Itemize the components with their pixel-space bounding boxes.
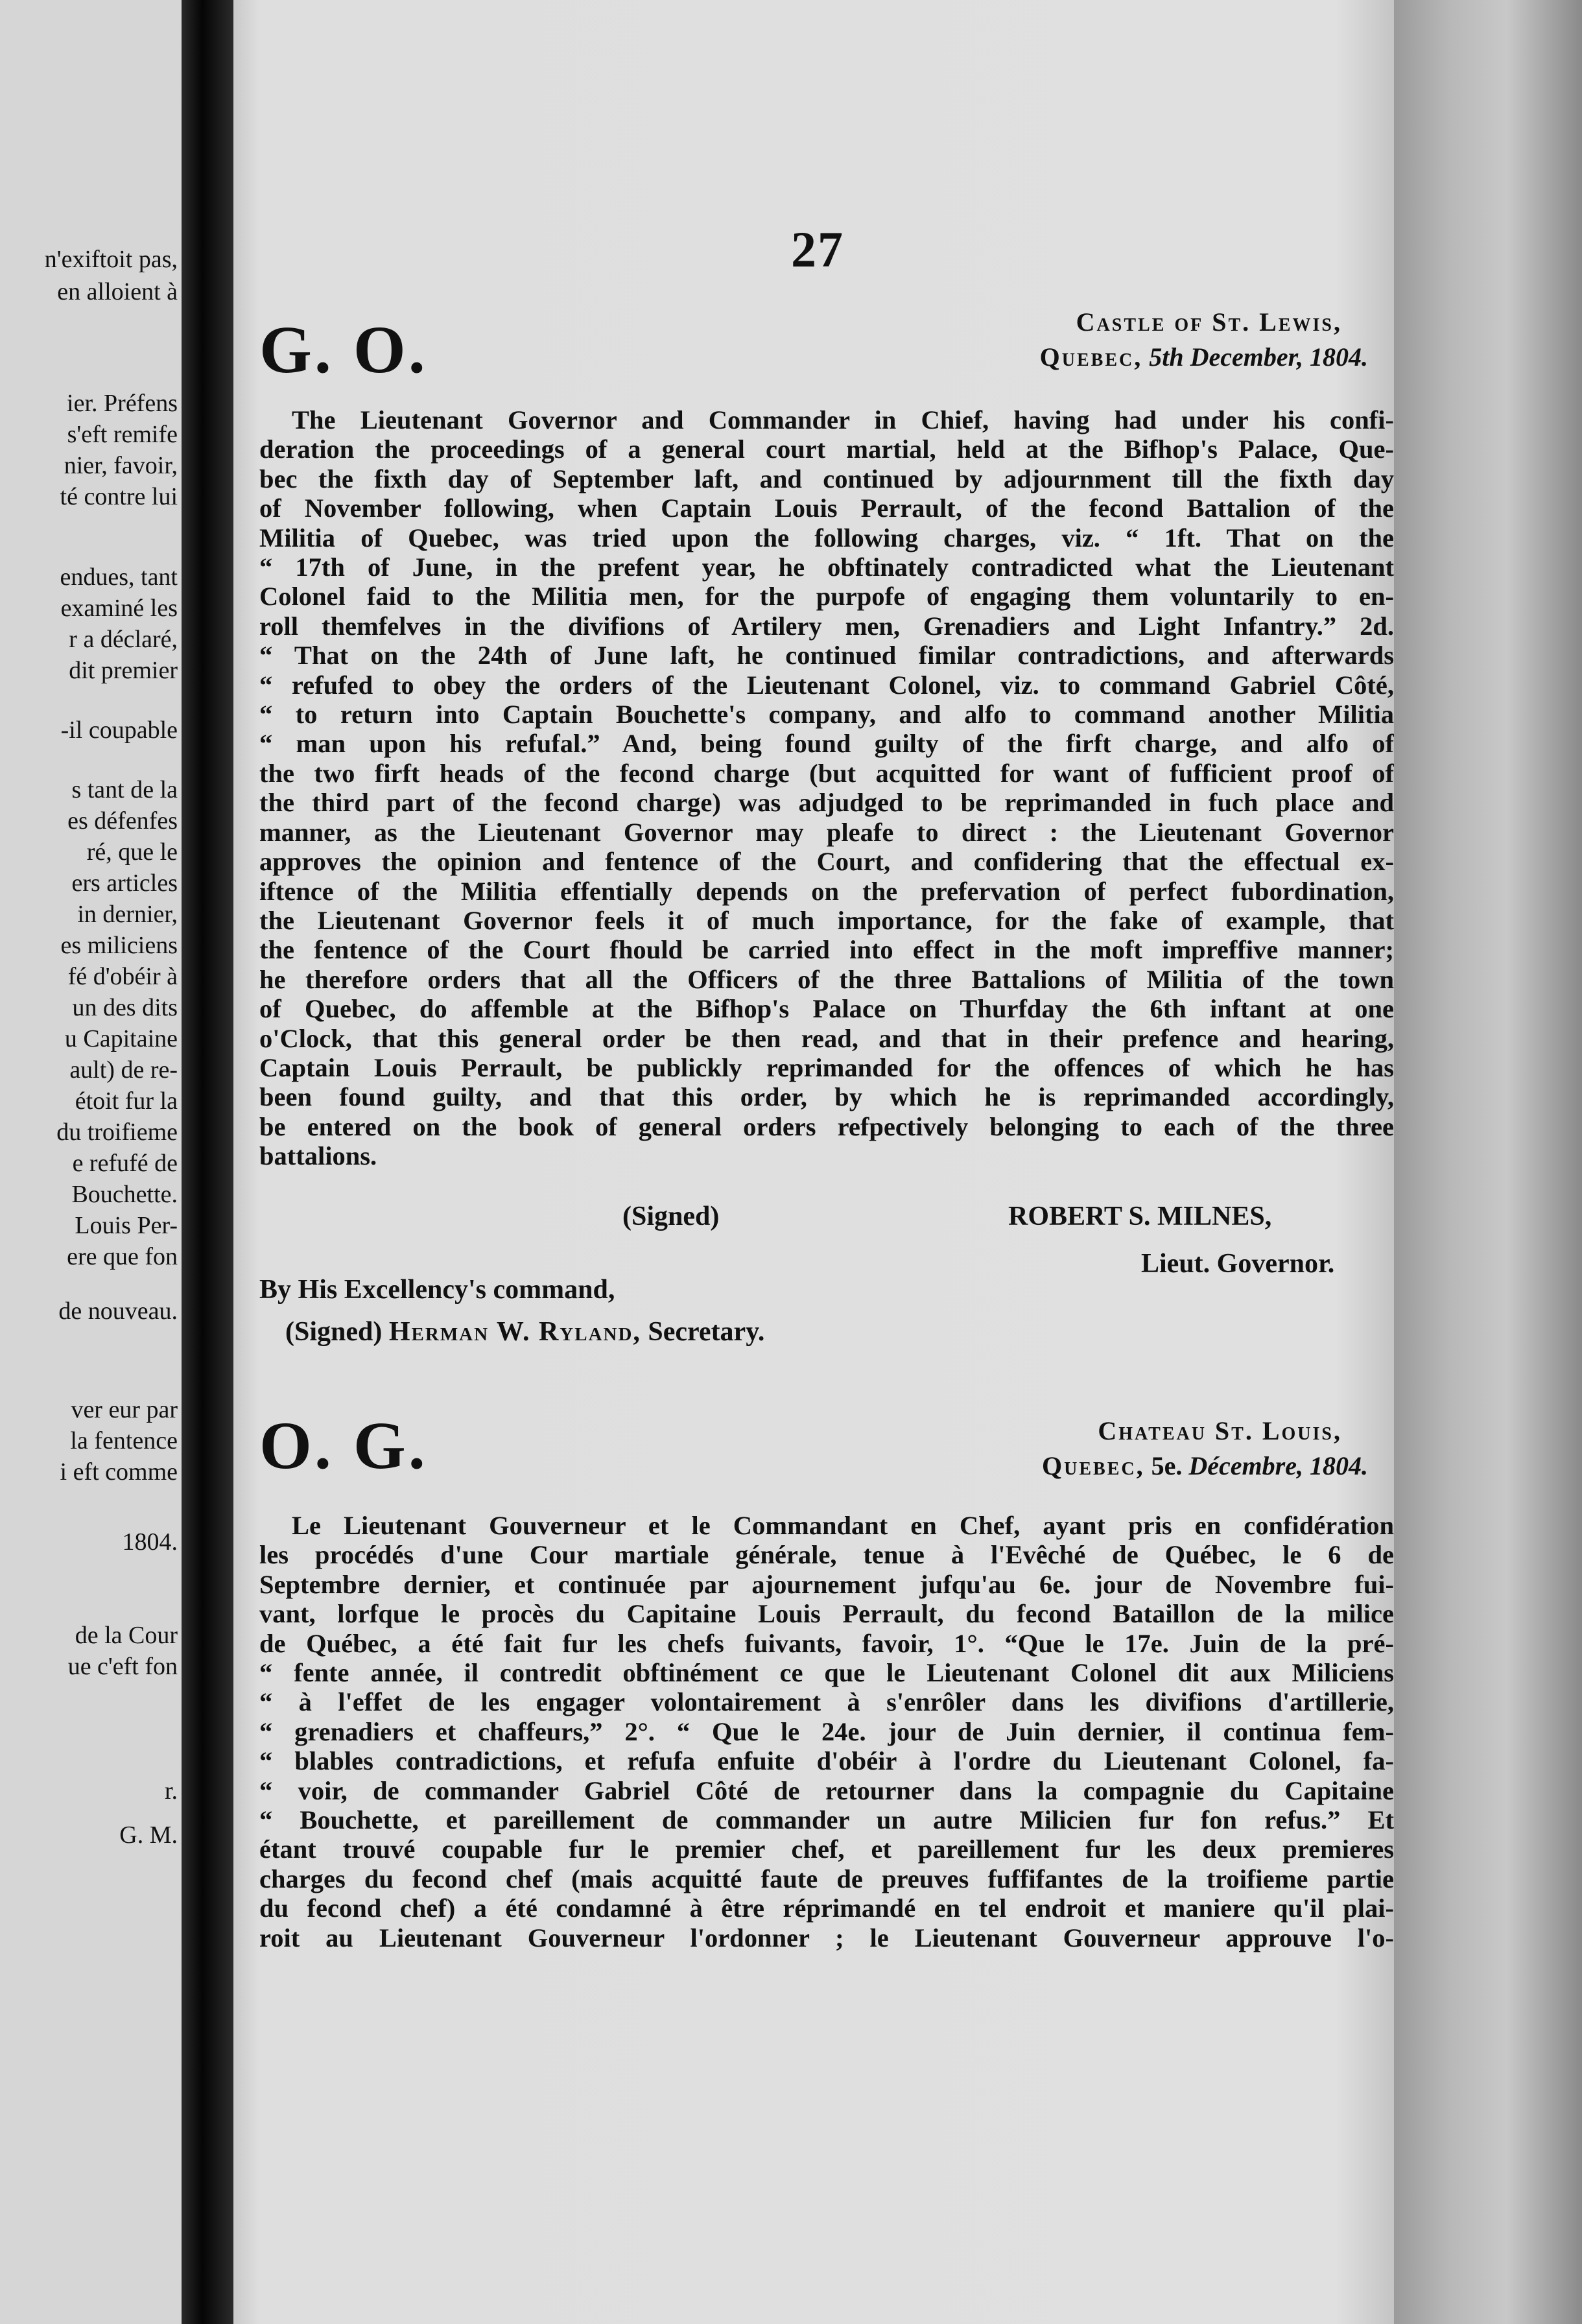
left-page-line: Bouchette.: [71, 1181, 178, 1208]
left-page-line: n'exiftoit pas,: [44, 246, 178, 273]
french-dateline-place: Quebec,: [1042, 1451, 1145, 1480]
english-secretary-name: Herman W. Ryland,: [388, 1317, 641, 1347]
left-facing-page: [0, 0, 182, 2324]
english-body-line: Militia of Quebec, was tried upon the following charges, viz. “ 1ft. That on the: [259, 523, 1394, 552]
french-body-line: “ à l'effet de les engager volontairement à s'enrôler dans les divifions d'artillerie,: [259, 1687, 1394, 1717]
english-body-line: of November following, when Captain Louis Perrault, of the fecond Battalion of the: [259, 493, 1394, 523]
english-body-line: Captain Louis Perrault, be publickly reprimanded for the offences of which he has: [259, 1052, 1394, 1082]
english-body-line: The Lieutenant Governor and Commander in Chief, having had under his confi-: [292, 405, 1394, 434]
french-body-line: vant, lorfque le procès du Capitaine Louis Perrault, du fecond Bataillon de la milice: [259, 1599, 1394, 1629]
english-body-line: the two firft heads of the fecond charge (but acquitted for want of fufficient proof of: [259, 758, 1394, 788]
english-signed-label: (Signed): [622, 1202, 720, 1231]
page-number: 27: [791, 221, 844, 278]
left-page-line: in dernier,: [77, 901, 178, 928]
french-dateline-date: Décembre, 1804.: [1188, 1451, 1368, 1480]
english-dateline-castle: Castle of St. Lewis,: [1076, 307, 1342, 337]
left-page-line: -il coupable: [60, 717, 178, 744]
english-body-line: “ to return into Captain Bouchette's company, and alfo to command another Militia: [259, 700, 1394, 729]
french-body-line: les procédés d'une Cour martiale générale, tenue à l'Evêché de Québec, le 6 de: [259, 1540, 1394, 1570]
left-page-line: 1804.: [122, 1528, 178, 1556]
left-page-line: ault) de re-: [69, 1056, 178, 1084]
english-body-line: roll themfelves in the divifions of Artilery men, Grenadiers and Light Infantry.” 2d.: [259, 611, 1394, 641]
english-dateline-date: 5th December, 1804.: [1149, 342, 1368, 372]
english-body-line: “ That on the 24th of June laft, he continued fimilar contradictions, and afterwards: [259, 641, 1394, 670]
left-page-line: s'eft remife: [67, 421, 178, 448]
english-body-line: “ refufed to obey the orders of the Lieutenant Colonel, viz. to command Gabriel Côté,: [259, 670, 1394, 700]
english-body-line: been found guilty, and that this order, by which he is reprimanded accordingly,: [259, 1082, 1394, 1112]
french-heading: O. G.: [259, 1408, 428, 1483]
left-page-line: ers articles: [71, 870, 178, 897]
left-page-line: ere que fon: [67, 1243, 178, 1270]
english-body-line: the Lieutenant Governor feels it of much importance, for the fake of example, that: [259, 905, 1394, 935]
english-secretary-signed: (Signed): [285, 1317, 383, 1347]
french-body-line: “ grenadiers et chaffeurs,” 2°. “ Que le 24e. jour de Juin dernier, il continua fem-: [259, 1716, 1394, 1746]
left-page-line: nier, favoir,: [64, 452, 178, 479]
left-page-line: fé d'obéir à: [67, 963, 178, 990]
english-body-line: iftence of the Militia effentially depends on the prefervation of perfect fubordination,: [259, 876, 1394, 906]
book-gutter: [182, 0, 233, 2324]
english-body-line: “ 17th of June, in the prefent year, he obftinately contradicted what the Lieutenant: [259, 552, 1394, 582]
english-body-line: o'Clock, that this general order be then read, and that in their prefence and hearing,: [259, 1023, 1394, 1053]
left-page-line: Louis Per-: [75, 1212, 178, 1239]
english-body-line: the fentence of the Court fhould be carried into effect in the moft impreffive manner;: [259, 935, 1394, 965]
left-page-line: étoit fur la: [75, 1087, 178, 1115]
french-body-line: de Québec, a été fait fur les chefs fuivants, favoir, 1°. “Que le 17e. Juin de la pré-: [259, 1628, 1394, 1658]
french-body-line: roit au Lieutenant Gouverneur l'ordonner ; le Lieutenant Gouverneur approuve l'o-: [259, 1923, 1394, 1952]
left-page-line: du troifieme: [56, 1119, 178, 1146]
english-body-line: manner, as the Lieutenant Governor may pleafe to direct : the Lieutenant Governor: [259, 817, 1394, 847]
page-edge: [1394, 0, 1582, 2324]
english-body: [259, 405, 1394, 1171]
left-page-line: ue c'eft fon: [67, 1653, 178, 1680]
left-page-line: examiné les: [60, 595, 178, 622]
english-dateline: [1040, 305, 1368, 375]
french-body-line: Septembre dernier, et continuée par ajournement jufqu'au 6e. jour de Novembre fui-: [259, 1569, 1394, 1599]
english-secretary-title: Secretary.: [648, 1317, 765, 1347]
french-body: [259, 1511, 1394, 1952]
french-dateline-chateau: Chateau St. Louis,: [1098, 1416, 1342, 1445]
left-page-line: es miliciens: [60, 932, 178, 959]
english-body-line: battalions.: [259, 1141, 377, 1171]
left-page-line: endues, tant: [60, 563, 178, 591]
english-body-line: “ man upon his refufal.” And, being found guilty of the firft charge, and alfo of: [259, 729, 1394, 759]
english-body-line: the third part of the fecond charge) was adjudged to be reprimanded in fuch place and: [259, 788, 1394, 818]
left-page-line: r.: [164, 1777, 178, 1805]
english-signer-name: ROBERT S. MILNES,: [1008, 1202, 1272, 1231]
french-body-line: “ fente année, il contredit obftinément ce que le Lieutenant Colonel dit aux Miliciens: [259, 1658, 1394, 1688]
left-page-line: i eft comme: [60, 1458, 178, 1486]
english-signer-title: Lieut. Governor.: [1141, 1249, 1335, 1279]
english-body-line: of Quebec, do affemble at the Bifhop's Palace on Thurfday the 6th inftant at one: [259, 994, 1394, 1024]
french-body-line: charges du fecond chef (mais acquitté faute de preuves fuffifantes de la troifieme partie: [259, 1864, 1394, 1893]
english-body-line: Colonel faid to the Militia men, for the purpofe of engaging them voluntarily to en-: [259, 582, 1394, 611]
left-page-line: G. M.: [119, 1821, 178, 1849]
left-page-line: s tant de la: [71, 776, 178, 803]
french-dateline: [1042, 1414, 1368, 1484]
left-page-line: dit premier: [69, 657, 178, 684]
english-command-line: By His Excellency's command,: [259, 1275, 615, 1305]
english-body-line: be entered on the book of general orders refpectively belonging to each of the three: [259, 1111, 1394, 1141]
english-heading: G. O.: [259, 313, 428, 387]
left-page-line: un des dits: [72, 994, 178, 1021]
french-dateline-day: 5e.: [1151, 1451, 1183, 1480]
left-page-line: té contre lui: [60, 483, 178, 510]
left-page-line: e refufé de: [72, 1150, 178, 1177]
english-secretary-line: [285, 1316, 764, 1347]
left-page-line: es défenfes: [67, 807, 178, 835]
left-page-line: de nouveau.: [58, 1298, 178, 1325]
left-page-line: en alloient à: [57, 278, 178, 305]
left-page-line: de la Cour: [75, 1622, 178, 1649]
french-body-line: “ voir, de commander Gabriel Côté de retourner dans la compagnie du Capitaine: [259, 1775, 1394, 1805]
english-body-line: he therefore orders that all the Officers of the three Battalions of Militia of the town: [259, 964, 1394, 994]
french-body-line: étant trouvé coupable fur le premier chef, et pareillement fur les deux premieres: [259, 1834, 1394, 1864]
left-page-line: ré, que le: [86, 838, 178, 866]
french-body-line: “ blables contradictions, et refufa enfuite d'obéir à l'ordre du Lieutenant Colonel, fa-: [259, 1746, 1394, 1776]
french-body-line: “ Bouchette, et pareillement de commander un autre Milicien fur fon refus.” Et: [259, 1805, 1394, 1835]
english-body-line: approves the opinion and fentence of the Court, and confidering that the effectual ex-: [259, 847, 1394, 877]
french-body-line: Le Lieutenant Gouverneur et le Commandant en Chef, ayant pris en confidération: [292, 1511, 1394, 1540]
english-body-line: deration the proceedings of a general court martial, held at the Bifhop's Palace, Que-: [259, 434, 1394, 464]
french-body-line: du fecond chef) a été condamné à être réprimandé en tel endroit et maniere qu'il plai-: [259, 1893, 1394, 1923]
left-page-line: u Capitaine: [64, 1025, 178, 1052]
left-page-line: la fentence: [70, 1427, 178, 1454]
english-body-line: bec the fixth day of September laft, and continued by adjournment till the fixth day: [259, 464, 1394, 493]
left-page-line: ier. Préfens: [67, 390, 178, 417]
main-page: [233, 0, 1394, 2324]
english-dateline-place: Quebec,: [1039, 342, 1143, 372]
left-page-line: r a déclaré,: [69, 626, 178, 653]
left-page-line: ver eur par: [71, 1396, 178, 1423]
